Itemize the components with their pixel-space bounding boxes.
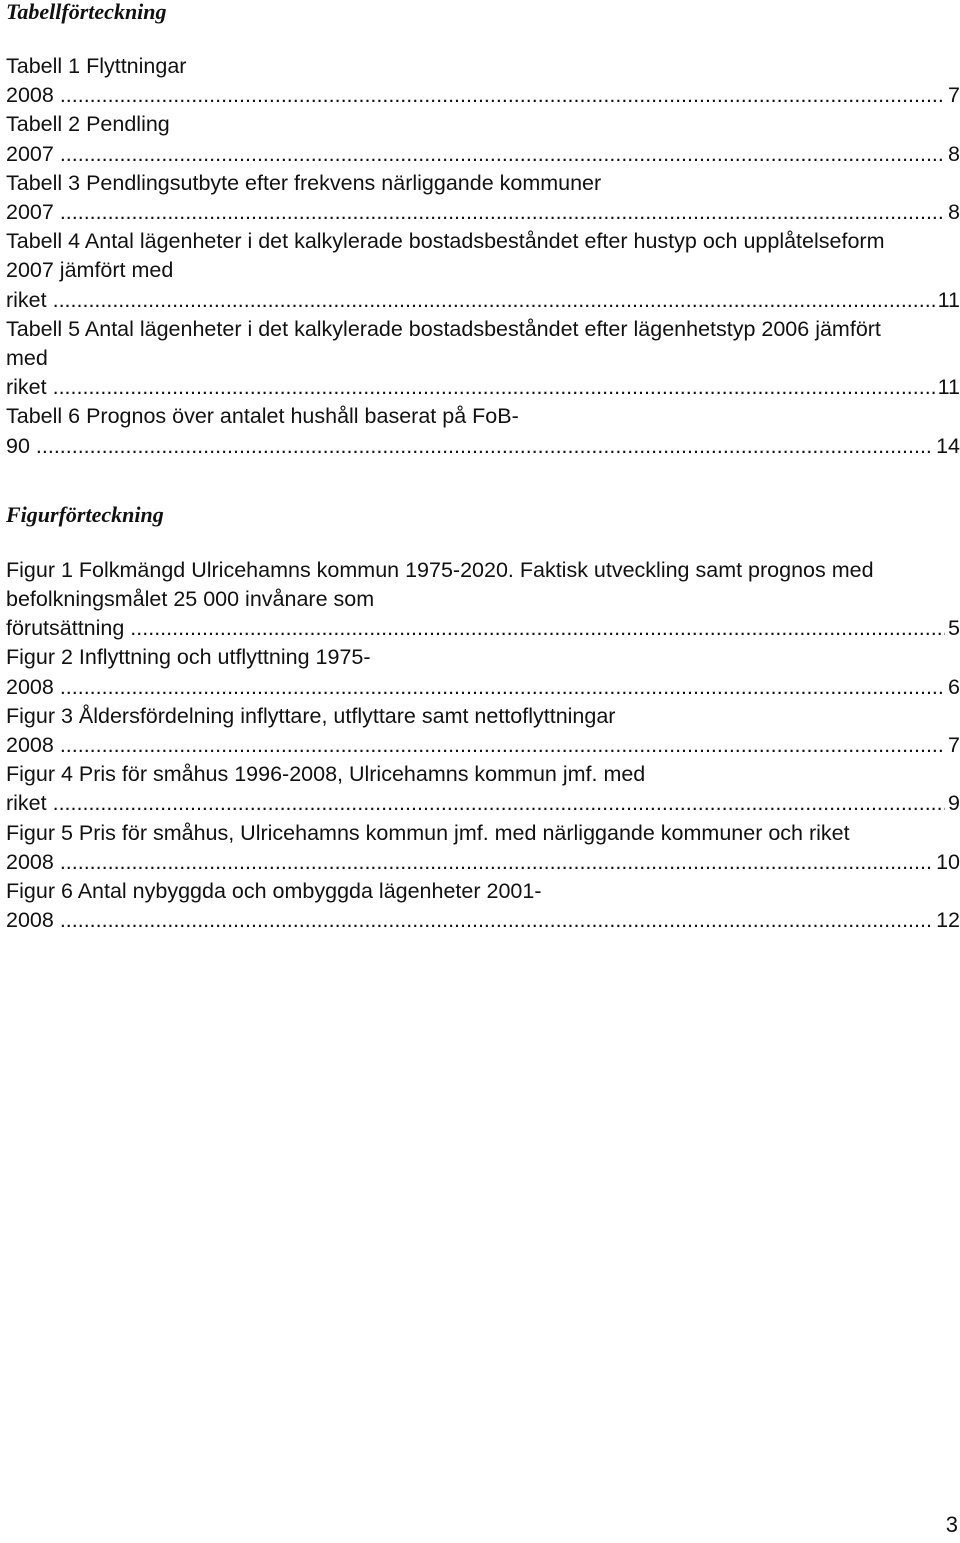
toc-entry-title: Figur 1 Folkmängd Ulricehamns kommun 1975-2020. Faktisk utveckling samt prognos med befolkningsmålet 25 000 invånare som förutsättning ..... <box>6 558 960 640</box>
page-number: 3 <box>945 1512 958 1537</box>
toc-entry-title: Figur 2 Inflyttning och utflyttning 1975-2008 ..... <box>6 645 960 698</box>
toc-entry-page: 10 <box>933 848 960 877</box>
toc-entry-table-1[interactable] <box>6 52 960 110</box>
toc-entry-title: Figur 5 Pris för småhus, Ulricehamns kommun jmf. med närliggande kommuner och riket 2008 ..... <box>6 821 960 874</box>
table-of-tables-list <box>6 52 960 461</box>
toc-entry-table-2[interactable] <box>6 110 960 168</box>
toc-entry-table-4[interactable] <box>6 227 960 315</box>
toc-entry-title: Tabell 2 Pendling 2007 ..... <box>6 112 960 165</box>
toc-entry-page: 6 <box>945 673 960 702</box>
toc-entry-figure-4[interactable] <box>6 760 960 818</box>
toc-entry-page: 11 <box>935 373 960 402</box>
toc-entry-figure-3[interactable] <box>6 702 960 760</box>
toc-entry-title: Tabell 1 Flyttningar 2008 ..... <box>6 54 960 107</box>
toc-entry-table-6[interactable] <box>6 402 960 460</box>
toc-entry-page: 7 <box>945 81 960 110</box>
table-of-tables-heading: Tabellförteckning <box>6 0 167 24</box>
toc-entry-title: Figur 6 Antal nybyggda och ombyggda lägenheter 2001-2008 ..... <box>6 879 960 932</box>
toc-entry-page: 5 <box>945 614 960 643</box>
toc-entry-table-3[interactable] <box>6 169 960 227</box>
toc-entry-title: Tabell 4 Antal lägenheter i det kalkylerade bostadsbeståndet efter hustyp och upplåtelseform 2007 jämfört med riket ..... <box>6 229 960 311</box>
toc-entry-title: Figur 4 Pris för småhus 1996-2008, Ulricehamns kommun jmf. med riket ..... <box>6 762 960 815</box>
toc-entry-figure-5[interactable] <box>6 819 960 877</box>
document-page <box>6 0 960 935</box>
toc-entry-page: 7 <box>945 731 960 760</box>
toc-entry-title: Figur 3 Åldersfördelning inflyttare, utflyttare samt nettoflyttningar 2008 ..... <box>6 704 960 757</box>
toc-entry-title: Tabell 3 Pendlingsutbyte efter frekvens närliggande kommuner 2007 ..... <box>6 171 960 224</box>
toc-entry-table-5[interactable] <box>6 315 960 403</box>
toc-entry-page: 11 <box>935 286 960 315</box>
toc-entry-figure-1[interactable] <box>6 556 960 644</box>
toc-entry-figure-6[interactable] <box>6 877 960 935</box>
table-of-figures-list <box>6 556 960 936</box>
toc-entry-page: 14 <box>933 432 960 461</box>
toc-entry-title: Tabell 6 Prognos över antalet hushåll baserat på FoB-90 ..... <box>6 404 960 457</box>
toc-entry-page: 8 <box>945 198 960 227</box>
toc-entry-page: 12 <box>933 906 960 935</box>
toc-entry-figure-2[interactable] <box>6 643 960 701</box>
toc-entry-page: 9 <box>945 789 960 818</box>
toc-entry-title: Tabell 5 Antal lägenheter i det kalkylerade bostadsbeståndet efter lägenhetstyp 2006 jämfört med riket ..... <box>6 317 960 399</box>
table-of-figures-heading: Figurförteckning <box>6 501 164 527</box>
toc-entry-page: 8 <box>945 140 960 169</box>
